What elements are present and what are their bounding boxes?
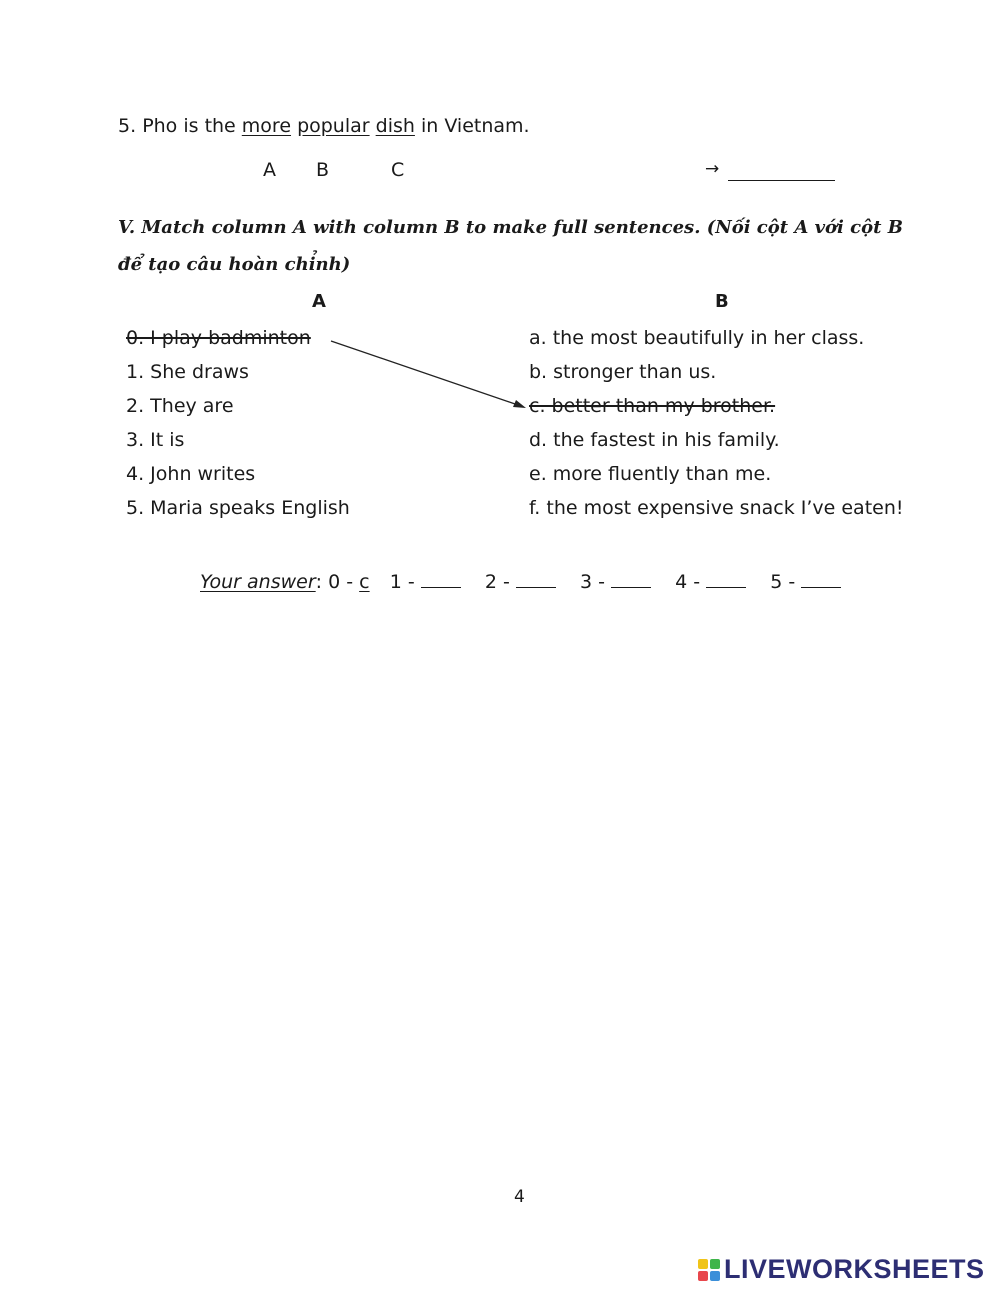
correction-arrow-icon: → (705, 159, 720, 179)
underlined-word-b: popular (297, 115, 370, 137)
question-text-after: in Vietnam. (420, 115, 530, 137)
question-number: 5. (118, 115, 137, 137)
question-text-before: Pho is the (142, 115, 236, 137)
underlined-word-a: more (241, 115, 292, 137)
column-b-item-b: b. stronger than us. (529, 361, 717, 383)
column-b-item-d: d. the fastest in his family. (529, 429, 780, 451)
section-instruction: V. Match column A with column B to make full sentences. (Nối cột A với cột B để tạo câu hoàn chỉnh) (118, 217, 903, 275)
column-a-header: A (312, 291, 326, 312)
column-b-item-c: c. better than my brother. (529, 395, 776, 417)
answer-number-4: 4 - (675, 571, 701, 593)
option-label-b: B (316, 159, 330, 181)
answer-blank-1[interactable] (421, 569, 461, 588)
answer-line (200, 569, 841, 594)
logo-text: LIVEWORKSHEETS (724, 1254, 985, 1284)
column-b-item-f: f. the most expensive snack I’ve eaten! (529, 497, 904, 519)
column-a-item-3: 3. It is (126, 429, 185, 451)
answer-blank-5[interactable] (801, 569, 841, 588)
option-label-c: C (391, 159, 405, 181)
answer-blank-3[interactable] (611, 569, 651, 588)
answer-colon: : (315, 571, 323, 593)
liveworksheets-logo (698, 1254, 985, 1285)
answer-example-value: c (359, 571, 370, 593)
column-a-item-2: 2. They are (126, 395, 234, 417)
underlined-word-c: dish (375, 115, 415, 137)
logo-mark-icon (698, 1259, 720, 1281)
column-a-item-4: 4. John writes (126, 463, 256, 485)
column-b-item-a: a. the most beautifully in her class. (529, 327, 865, 349)
column-a-item-0: 0. I play badminton (126, 327, 311, 349)
answer-blank-2[interactable] (516, 569, 556, 588)
answer-number-1: 1 - (389, 571, 415, 593)
answer-example-number: 0 - (328, 571, 354, 593)
answer-blank-4[interactable] (706, 569, 746, 588)
answer-label: Your answer (200, 571, 316, 593)
answer-number-2: 2 - (484, 571, 510, 593)
column-b-header: B (715, 291, 729, 312)
page-number: 4 (514, 1187, 525, 1207)
option-label-a: A (263, 159, 276, 181)
column-b-item-e: e. more fluently than me. (529, 463, 772, 485)
answer-number-5: 5 - (770, 571, 796, 593)
column-a-item-1: 1. She draws (126, 361, 249, 383)
answer-number-3: 3 - (579, 571, 605, 593)
column-a-item-5: 5. Maria speaks English (126, 497, 350, 519)
